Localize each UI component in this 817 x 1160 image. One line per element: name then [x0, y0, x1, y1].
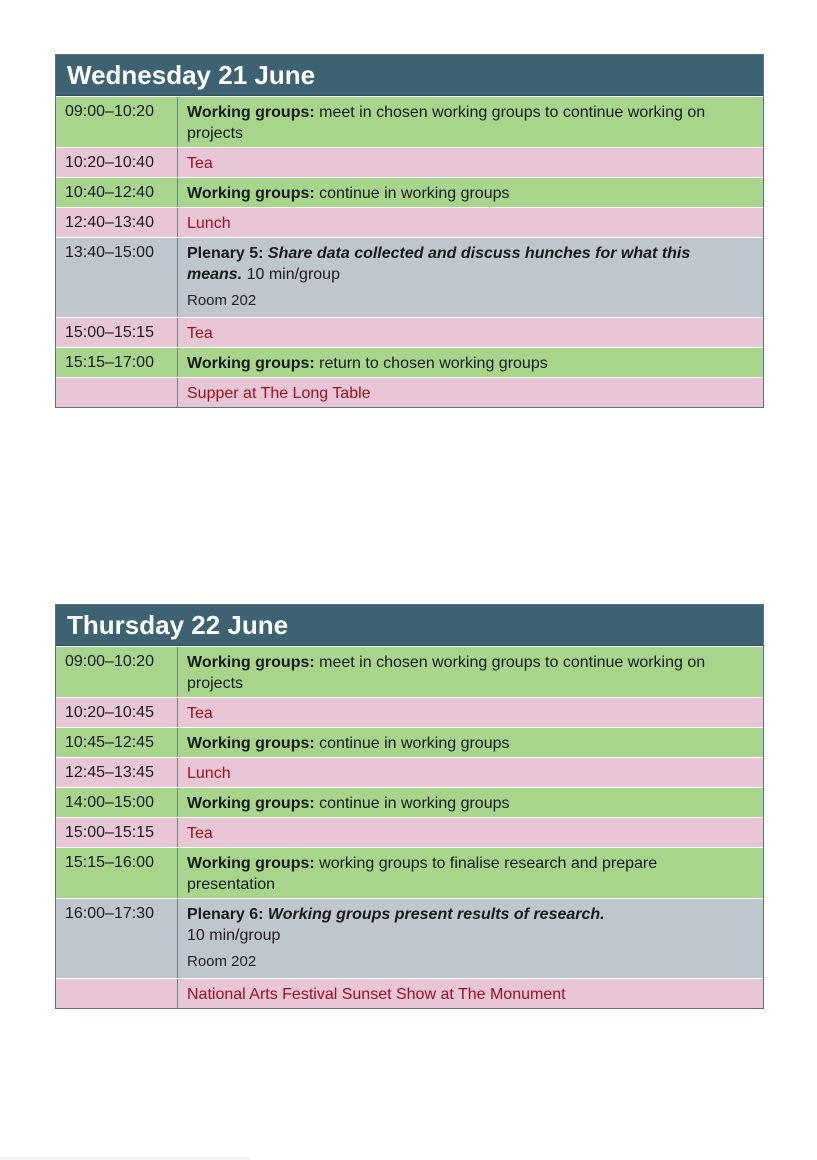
- schedule-row: [56, 787, 763, 817]
- room-label: Room 202: [187, 292, 257, 309]
- schedule-row: [56, 697, 763, 727]
- time-slot: 10:45–12:45: [56, 728, 178, 757]
- schedule-row: [56, 898, 763, 978]
- time-slot: 09:00–10:20: [56, 647, 178, 697]
- day-title: Thursday 22 June: [56, 605, 763, 646]
- plenary-duration: 10 min/group: [187, 927, 281, 944]
- session-label: Working groups:: [187, 104, 315, 121]
- schedule-table-thursday: [55, 604, 764, 1009]
- schedule-row: [56, 727, 763, 757]
- session-label: Working groups:: [187, 855, 315, 872]
- time-slot: 15:00–15:15: [56, 818, 178, 847]
- evening-event: Supper at The Long Table: [187, 385, 371, 402]
- schedule-row: [56, 147, 763, 177]
- schedule-row: [56, 237, 763, 317]
- plenary-duration: 10 min/group: [242, 266, 340, 283]
- session-description: [178, 97, 763, 147]
- schedule-row: [56, 347, 763, 377]
- session-text: working groups to finalise research and prepare presentation: [187, 855, 658, 893]
- time-slot: 12:45–13:45: [56, 758, 178, 787]
- session-text: meet in chosen working groups to continue working on projects: [187, 654, 706, 692]
- schedule-table-wednesday: [55, 54, 764, 408]
- schedule-row: [56, 817, 763, 847]
- day-title: Wednesday 21 June: [56, 55, 763, 96]
- schedule-row: [56, 177, 763, 207]
- time-slot: [56, 378, 178, 407]
- break-description: Tea: [187, 825, 213, 842]
- session-label: Working groups:: [187, 355, 315, 372]
- session-label: Working groups:: [187, 795, 315, 812]
- break-description: Lunch: [187, 765, 231, 782]
- session-description: [178, 178, 763, 207]
- time-slot: 16:00–17:30: [56, 899, 178, 978]
- time-slot: 14:00–15:00: [56, 788, 178, 817]
- time-slot: 15:15–16:00: [56, 848, 178, 898]
- time-slot: 10:20–10:40: [56, 148, 178, 177]
- break-description: Tea: [187, 325, 213, 342]
- time-slot: [56, 979, 178, 1008]
- break-description: Tea: [187, 705, 213, 722]
- time-slot: 09:00–10:20: [56, 97, 178, 147]
- schedule-row: [56, 757, 763, 787]
- plenary-description: [178, 899, 763, 978]
- session-text: continue in working groups: [314, 735, 510, 752]
- session-text: continue in working groups: [314, 185, 510, 202]
- session-label: Working groups:: [187, 185, 315, 202]
- break-description: Lunch: [187, 215, 231, 232]
- plenary-description: [178, 238, 763, 317]
- plenary-label: Plenary 5:: [187, 245, 264, 262]
- session-description: [178, 788, 763, 817]
- schedule-row: [56, 96, 763, 147]
- schedule-row: [56, 978, 763, 1008]
- time-slot: 15:15–17:00: [56, 348, 178, 377]
- session-text: return to chosen working groups: [314, 355, 548, 372]
- schedule-row: [56, 847, 763, 898]
- time-slot: 10:20–10:45: [56, 698, 178, 727]
- time-slot: 12:40–13:40: [56, 208, 178, 237]
- session-label: Working groups:: [187, 735, 315, 752]
- session-description: [178, 348, 763, 377]
- plenary-label: Plenary 6:: [187, 906, 264, 923]
- session-description: [178, 647, 763, 697]
- schedule-row: [56, 377, 763, 407]
- session-text: meet in chosen working groups to continue working on projects: [187, 104, 706, 142]
- evening-event: National Arts Festival Sunset Show at The Monument: [187, 986, 566, 1003]
- session-label: Working groups:: [187, 654, 315, 671]
- session-description: [178, 728, 763, 757]
- schedule-row: [56, 646, 763, 697]
- schedule-row: [56, 207, 763, 237]
- time-slot: 15:00–15:15: [56, 318, 178, 347]
- schedule-row: [56, 317, 763, 347]
- session-text: continue in working groups: [314, 795, 510, 812]
- room-label: Room 202: [187, 953, 257, 970]
- plenary-topic: Share data collected and discuss hunches for what this means.: [187, 245, 691, 283]
- break-description: Tea: [187, 155, 213, 172]
- session-description: [178, 848, 763, 898]
- time-slot: 13:40–15:00: [56, 238, 178, 317]
- plenary-topic: Working groups present results of research.: [263, 906, 605, 923]
- time-slot: 10:40–12:40: [56, 178, 178, 207]
